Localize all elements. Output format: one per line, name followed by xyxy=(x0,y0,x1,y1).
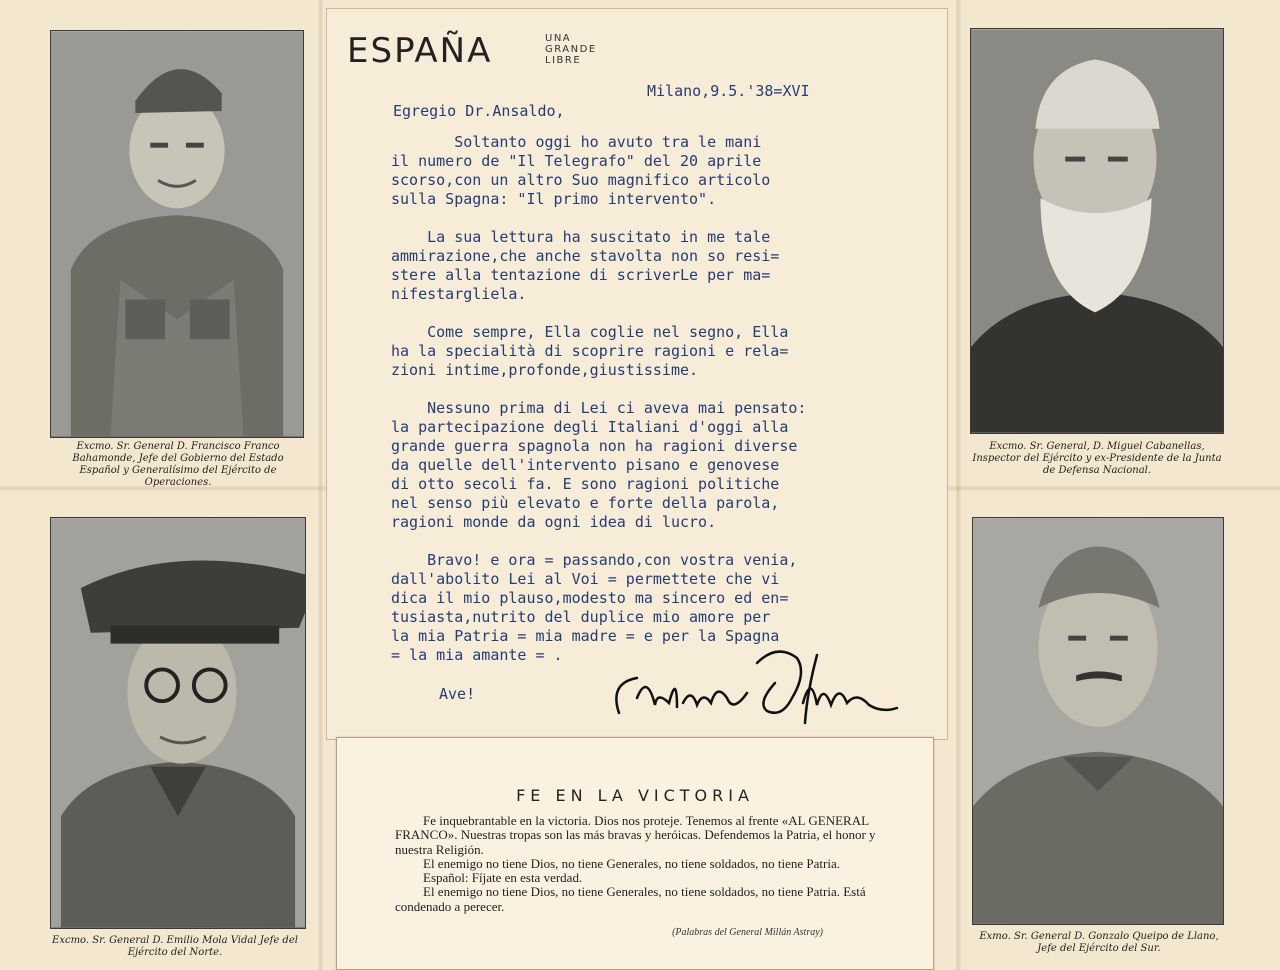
portrait-franco xyxy=(50,30,304,438)
letterhead-title: ESPAÑA xyxy=(347,31,493,71)
card-paragraph: Fe inquebrantable en la victoria. Dios nos proteje. Tenemos al frente «AL GENERAL FRANCO». Nuestras tropas son las más bravas y heróicas. Defendemos la Patria, el honor y nuestra Religión. xyxy=(395,813,876,857)
letter-salutation: Egregio Dr.Ansaldo, xyxy=(393,102,565,120)
portrait-queipo-image xyxy=(973,518,1223,924)
card-title: FE EN LA VICTORIA xyxy=(516,786,754,805)
card-paragraph: Español: Fíjate en esta verdad. xyxy=(423,870,583,886)
letter-body: Soltanto oggi ho avuto tra le mani il numero de "Il Telegrafo" del 20 aprile scorso,con un altro Suo magnifico articolo sulla Spagna: "Il primo intervento". La sua lettura ha suscitato in me tale ammirazione,che anche stavolta non so resi= stere alla tentazione di scriverLe per ma= nifestargliela. Come sempre, Ella coglie nel segno, Ella ha la specialità di scoprire ragioni e rela= zioni intime,profonde,giustissime. Nessuno prima di Lei ci aveva mai pensato: la partecipazione degli Italiani d'oggi alla grande guerra spagnola non ha ragioni diverse da quelle dell'intervento pisano e genovese di otto secoli fa. E sono ragioni politiche nel senso più elevato e forte della parola, ragioni monde da ogni idea di lucro. Bravo! e ora = passando,con vostra venia, dall'abolito Lei al Voi = permettete che vi dica il mio plauso,modesto ma sincero ed en= tusiasta,nutrito del duplice mio amore per la mia Patria = mia madre = e per la Spagna = la mia amante = . xyxy=(391,133,807,664)
card-paragraph: El enemigo no tiene Dios, no tiene Generales, no tiene soldados, no tiene Patria. xyxy=(423,855,840,871)
caption-queipo: Exmo. Sr. General D. Gonzalo Queipo de Llano, Jefe del Ejército del Sur. xyxy=(979,931,1219,954)
letterhead-sub-line: LIBRE xyxy=(545,55,582,66)
caption-franco: Excmo. Sr. General D. Francisco Franco Bahamonde, Jefe del Gobierno del Estado Español y Generalísimo del Ejército de Operaciones. xyxy=(72,441,284,488)
caption-cabanellas: Excmo. Sr. General, D. Miguel Cabanellas, Inspector del Ejército y ex-Presidente de la Junta de Defensa Nacional. xyxy=(972,441,1222,476)
card-paragraph: El enemigo no tiene Dios, no tiene Generales, no tiene soldados, no tiene Patria. Está condenado a perecer. xyxy=(395,884,866,914)
letterhead-sub-line: UNA xyxy=(545,33,572,44)
portrait-queipo xyxy=(972,517,1224,925)
letter-closing: Ave! xyxy=(439,685,476,703)
caption-mola: Excmo. Sr. General D. Emilio Mola Vidal Jefe del Ejército del Norte. xyxy=(52,935,298,958)
letterhead-sub-line: GRANDE xyxy=(545,44,597,55)
portrait-mola-image xyxy=(51,518,305,928)
handwritten-signature xyxy=(607,643,907,733)
card-text xyxy=(395,814,895,914)
propaganda-card xyxy=(336,737,934,970)
portrait-cabanellas xyxy=(970,28,1224,434)
portrait-cabanellas-image xyxy=(971,29,1223,433)
portrait-franco-image xyxy=(51,31,303,437)
card-attribution: (Palabras del General Millán Astray) xyxy=(672,927,823,938)
letterhead-subtitle xyxy=(545,33,597,66)
portrait-mola xyxy=(50,517,306,929)
letter-date: Milano,9.5.'38=XVI xyxy=(647,82,810,100)
letter-sheet xyxy=(326,8,948,740)
